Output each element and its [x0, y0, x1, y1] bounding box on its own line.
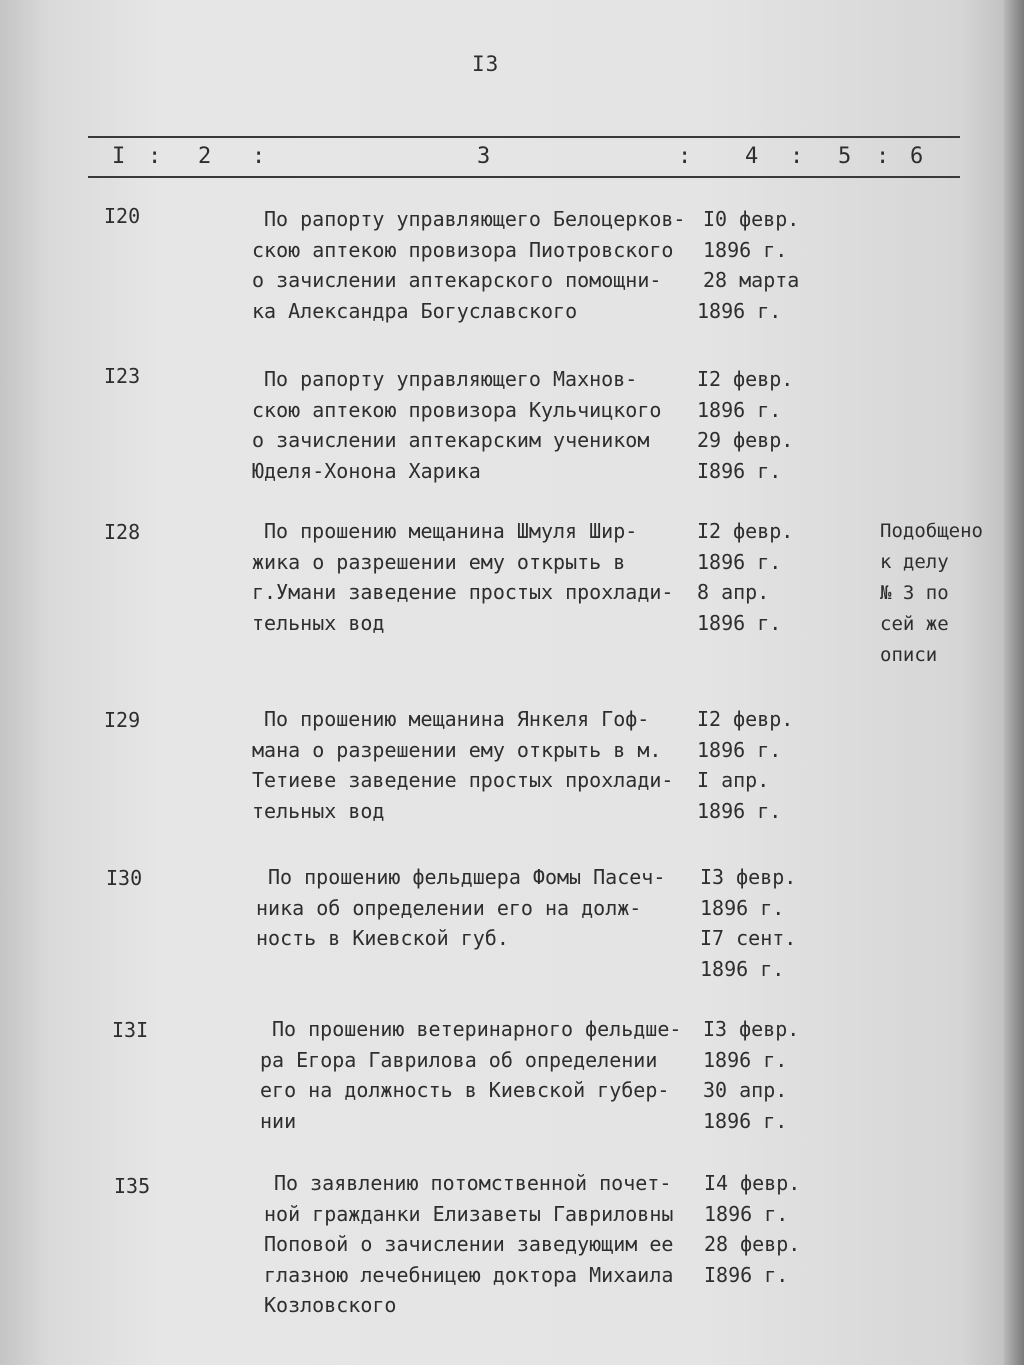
description-line: ра Егора Гаврилова об определении [260, 1047, 658, 1072]
description-line: По заявлению потомственной почет- [274, 1171, 672, 1195]
header-top-rule [88, 136, 960, 138]
entry-dates [697, 704, 807, 826]
entry-dates [700, 862, 810, 984]
date-line: 1896 г. [697, 737, 782, 762]
date-line: 1896 г. [697, 610, 782, 635]
note-line: к делу [880, 551, 949, 573]
header-separator: : [252, 144, 266, 169]
description-line: жика о разрешении ему открыть в [252, 549, 626, 574]
description-line: тельных вод [252, 610, 385, 635]
date-line: I7 сент. [700, 926, 797, 950]
entry-description [252, 204, 702, 326]
entry-number: I35 [114, 1174, 151, 1198]
description-line: Юделя-Хонона Харика [252, 458, 481, 483]
entry-dates [703, 1014, 813, 1136]
entry-number: I3I [112, 1018, 149, 1042]
entry-description [260, 1014, 710, 1136]
entry-note [880, 516, 1000, 671]
description-line: По рапорту управляющего Белоцерков- [264, 207, 686, 231]
description-line: Тетиеве заведение простых прохлади- [252, 768, 674, 792]
entry-number: I28 [104, 520, 141, 544]
entry-description [252, 516, 702, 638]
entry-description [256, 862, 706, 954]
description-line: нии [260, 1108, 297, 1133]
entry-dates [697, 204, 807, 326]
date-line: 28 марта [703, 268, 800, 292]
description-line: скою аптекою провизора Кульчицкого [252, 397, 662, 422]
description-line: о зачислении аптекарского помощни- [252, 268, 662, 292]
entry-number: I30 [106, 866, 143, 890]
date-line: I4 февр. [704, 1171, 801, 1195]
note-line: № 3 по [880, 582, 949, 604]
description-line: По прошению мещанина Шмуля Шир- [264, 519, 638, 543]
description-line: По прошению фельдшера Фомы Пасеч- [268, 865, 666, 889]
date-line: I2 февр. [697, 519, 794, 543]
entry-dates [697, 516, 807, 638]
page-number: I3 [472, 52, 500, 76]
date-line: 1896 г. [703, 1047, 788, 1072]
header-col-3: 3 [477, 144, 491, 169]
date-line: 28 февр. [704, 1232, 801, 1256]
header-separator: : [148, 144, 162, 169]
entry-number: I23 [104, 364, 141, 388]
description-line: Поповой о зачислении заведующим ее [264, 1232, 674, 1256]
description-line: о зачислении аптекарским учеником [252, 428, 650, 452]
date-line: 1896 г. [697, 549, 782, 574]
entry-number: I20 [104, 204, 141, 228]
description-line: скою аптекою провизора Пиотровского [252, 237, 674, 262]
header-col-2: 2 [198, 144, 212, 169]
entry-description [252, 364, 702, 486]
date-line: I896 г. [697, 458, 782, 483]
date-line: I апр. [697, 768, 770, 792]
description-line: ника об определении его на долж- [256, 895, 642, 920]
description-line: Козловского [264, 1293, 397, 1317]
date-line: 8 апр. [697, 580, 770, 604]
description-line: глазною лечебницею доктора Михаила [264, 1262, 674, 1287]
header-col-4: 4 [745, 144, 759, 169]
note-line: описи [880, 644, 938, 666]
entry-description [264, 1168, 714, 1321]
date-line: I2 февр. [697, 367, 794, 391]
date-line: 1896 г. [700, 956, 785, 981]
description-line: ной гражданки Елизаветы Гавриловны [264, 1201, 674, 1226]
date-line: I896 г. [704, 1262, 789, 1287]
header-bottom-rule [88, 176, 960, 178]
entry-number: I29 [104, 708, 141, 732]
date-line: I3 февр. [703, 1017, 800, 1041]
note-line: сей же [880, 613, 949, 635]
description-line: его на должность в Киевской губер- [260, 1078, 670, 1102]
date-line: 1896 г. [697, 397, 782, 422]
date-line: 1896 г. [697, 798, 782, 823]
description-line: тельных вод [252, 798, 385, 823]
description-line: По прошению ветеринарного фельдше- [272, 1017, 682, 1041]
date-line: 1896 г. [703, 237, 788, 262]
description-line: По рапорту управляющего Махнов- [264, 367, 638, 391]
entry-dates [704, 1168, 814, 1290]
description-line: мана о разрешении ему открыть в м. [252, 737, 662, 762]
description-line: ность в Киевской губ. [256, 926, 509, 950]
description-line: г.Умани заведение простых прохлади- [252, 580, 674, 604]
date-line: 1896 г. [700, 895, 785, 920]
date-line: I2 февр. [697, 707, 794, 731]
date-line: 1896 г. [703, 1108, 788, 1133]
date-line: I0 февр. [703, 207, 800, 231]
date-line: 1896 г. [697, 298, 782, 323]
entry-description [252, 704, 702, 826]
date-line: I3 февр. [700, 865, 797, 889]
header-col-1: I [112, 144, 126, 169]
date-line: 29 февр. [697, 428, 794, 452]
header-separator: : [876, 144, 890, 169]
date-line: 30 апр. [703, 1078, 788, 1102]
header-separator: : [790, 144, 804, 169]
description-line: ка Александра Богуславского [252, 298, 578, 323]
description-line: По прошению мещанина Янкеля Гоф- [264, 707, 650, 731]
date-line: 1896 г. [704, 1201, 789, 1226]
entry-dates [697, 364, 807, 486]
header-separator: : [678, 144, 692, 169]
header-col-5: 5 [838, 144, 852, 169]
note-line: Подобщено [880, 520, 983, 542]
page-edge-shadow [1004, 0, 1024, 1365]
header-col-6: 6 [910, 144, 924, 169]
